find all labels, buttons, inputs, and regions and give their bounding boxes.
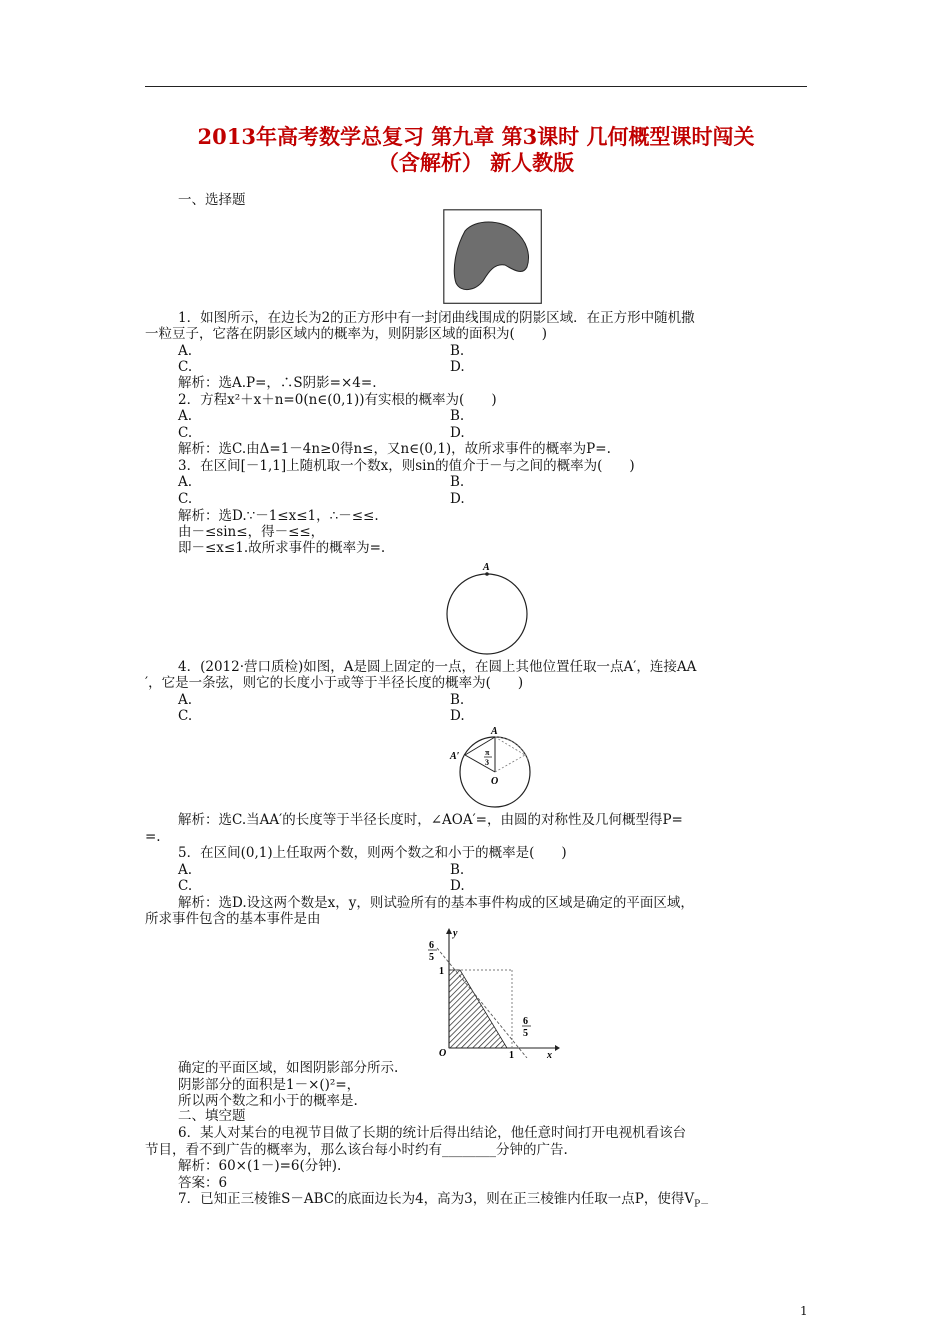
q1-option-a: A. [178,343,193,359]
document-title-line2: （含解析） 新人教版 [377,150,575,175]
q4-solution-line1: 解析：选C.当AA′的长度等于半径长度时，∠AOA′=，由圆的对称性及几何概型得P= [178,812,683,828]
q3-option-a: A. [178,474,193,490]
q5-solution-line5: 所以两个数之和小于的概率是. [178,1093,358,1109]
q2-text: 2．方程x²＋x＋n=0(n∈(0,1))有实根的概率为( ) [178,392,497,408]
q4-option-d: D. [450,708,465,724]
q3-text: 3．在区间[－1,1]上随机取一个数x，则sin的值介于－与之间的概率为( ) [178,458,635,474]
q1-text-line2: 一粒豆子，它落在阴影区域内的概率为，则阴影区域的面积为( ) [145,326,548,342]
graph-y-tick-numerator: 6 [429,940,434,951]
chord-angle-denominator: 3 [485,758,489,767]
chord-angle-numerator: π [485,748,490,757]
graph-x-one: 1 [509,1050,514,1058]
q4-option-c: C. [178,708,193,724]
q5-option-d: D. [450,878,465,894]
graph-x-tick-denominator: 5 [523,1028,528,1039]
document-title-line1: 2013年高考数学总复习 第九章 第3课时 几何概型课时闯关 [197,124,755,149]
q3-solution-line1: 解析：选D.∵－1≤x≤1，∴－≤≤. [178,508,379,524]
section-heading-choice: 一、选择题 [178,192,246,208]
q3-option-c: C. [178,491,193,507]
figure-square-blob [443,209,543,305]
chord-label-a-prime: A′ [450,751,460,762]
q3-solution-line2: 由－≤sin≤，得－≤≤， [178,524,325,540]
q3-option-d: D. [450,491,465,507]
chord-label-a: A [491,726,498,737]
q1-option-b: B. [450,343,465,359]
chord-label-o: O [491,776,499,787]
q4-option-b: B. [450,692,465,708]
q5-solution-line4: 阴影部分的面积是1－×()²=， [178,1077,361,1093]
graph-origin-label: O [439,1048,447,1058]
q6-text-line1: 6．某人对某台的电视节目做了长期的统计后得出结论，他任意时间打开电视机看该台 [178,1125,687,1141]
q3-option-b: B. [450,474,465,490]
q4-text-line1: 4．(2012·营口质检)如图，A是圆上固定的一点，在圆上其他位置任取一点A′，连接AA [178,659,697,675]
header-rule [145,86,807,87]
q4-option-a: A. [178,692,193,708]
q2-solution: 解析：选C.由Δ=1－4n≥0得n≤，又n∈(0,1)，故所求事件的概率为P=. [178,441,611,457]
graph-y-tick-denominator: 5 [429,952,434,963]
q4-solution-line2: =. [145,829,161,845]
page-number: 1 [800,1304,808,1318]
graph-x-label: x [547,1050,552,1058]
q6-text-line2: 节目，看不到广告的概率为，那么该台每小时约有________分钟的广告. [145,1142,568,1158]
q6-solution: 解析：60×(1－)=6(分钟). [178,1158,342,1174]
q5-option-a: A. [178,862,193,878]
section-heading-fill: 二、填空题 [178,1108,246,1124]
q2-option-a: A. [178,408,193,424]
figure-circle [445,560,529,656]
q5-solution-line1: 解析：选D.设这两个数是x，y，则试验所有的基本事件构成的区域是确定的平面区域， [178,895,694,911]
figure-circle-chord [440,722,540,812]
q2-option-d: D. [450,425,465,441]
graph-y-one: 1 [439,966,444,977]
q4-text-line2: ′，它是一条弦，则它的长度小于或等于半径长度的概率为( ) [145,675,524,691]
circle-label-a: A [483,562,490,573]
q2-option-c: C. [178,425,193,441]
q5-option-b: B. [450,862,465,878]
q7-text-line1 [178,1191,709,1213]
q1-solution: 解析：选A.P=，∴S阴影=×4=. [178,375,377,391]
q7-text: 7．已知正三棱锥S－ABC的底面边长为4，高为3，则在正三棱锥内任取一点P，使得V [178,1191,695,1207]
graph-y-label: y [453,928,458,939]
graph-x-tick-numerator: 6 [523,1016,528,1027]
q3-solution-line3: 即－≤x≤1.故所求事件的概率为=. [178,540,386,556]
q5-text: 5．在区间(0,1)上任取两个数，则两个数之和小于的概率是( ) [178,845,567,861]
q1-option-c: C. [178,359,193,375]
q1-text-line1: 1．如图所示，在边长为2的正方形中有一封闭曲线围成的阴影区域．在正方形中随机撒 [178,310,695,326]
q6-answer: 答案：6 [178,1175,228,1191]
q5-solution-line3: 确定的平面区域，如图阴影部分所示. [178,1060,399,1076]
q5-option-c: C. [178,878,193,894]
q5-solution-line2: 所求事件包含的基本事件是由 [145,911,321,927]
q1-option-d: D. [450,359,465,375]
q7-subscript: P－ [694,1199,710,1210]
figure-graph [415,924,560,1058]
q2-option-b: B. [450,408,465,424]
